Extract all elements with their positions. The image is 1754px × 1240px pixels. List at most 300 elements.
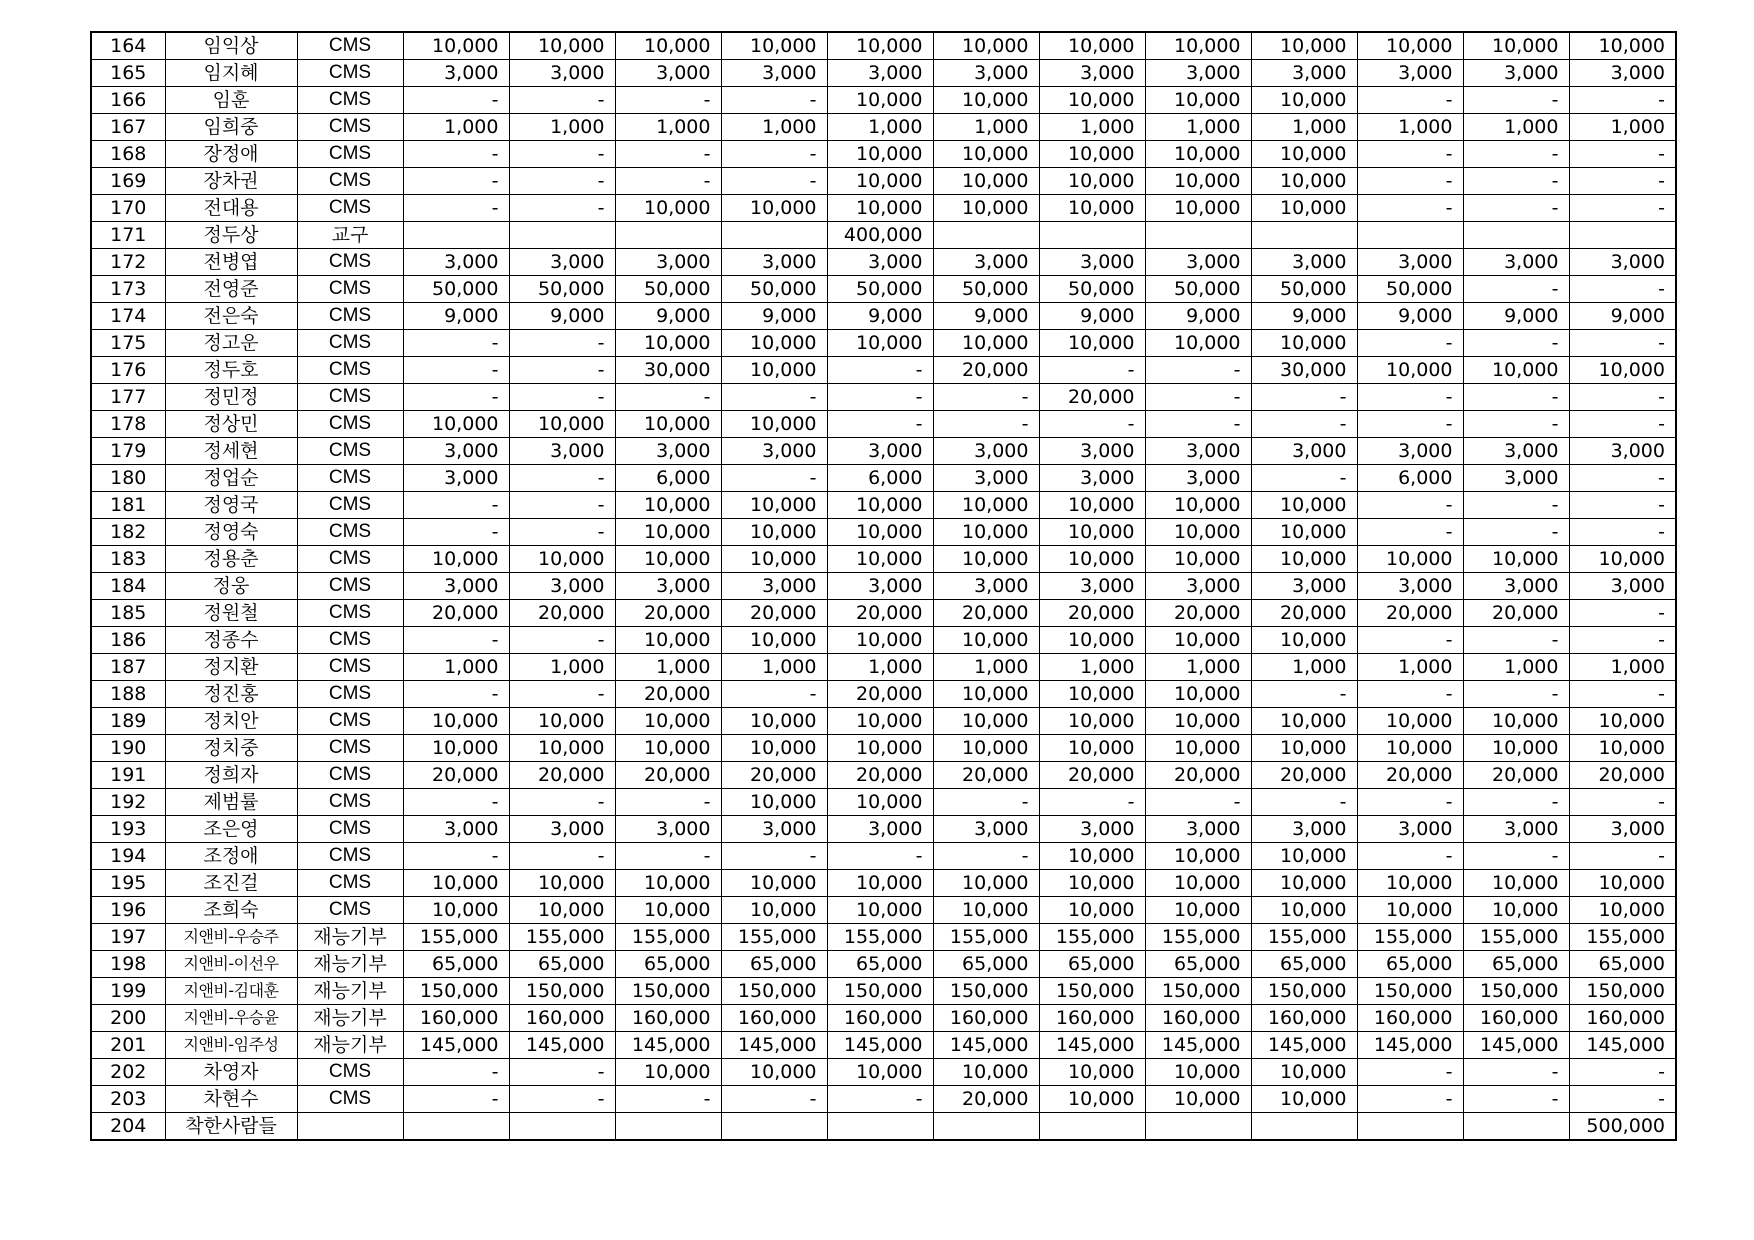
monthly-amount-cell: 10,000: [827, 1059, 933, 1086]
monthly-amount-cell: 10,000: [1039, 492, 1145, 519]
row-number-cell: 185: [91, 600, 165, 627]
monthly-amount-cell: 20,000: [933, 762, 1039, 789]
monthly-amount-cell: -: [1039, 357, 1145, 384]
monthly-amount-cell: 1,000: [403, 654, 509, 681]
monthly-amount-cell: 10,000: [1039, 681, 1145, 708]
monthly-amount-cell: 20,000: [1251, 762, 1357, 789]
donor-name-cell: 전영준: [165, 276, 297, 303]
monthly-amount-cell: [1145, 222, 1251, 249]
monthly-amount-cell: 20,000: [721, 600, 827, 627]
monthly-amount-cell: 1,000: [1251, 654, 1357, 681]
monthly-amount-cell: 10,000: [1145, 708, 1251, 735]
row-number-cell: 171: [91, 222, 165, 249]
table-row: [91, 438, 1676, 465]
monthly-amount-cell: 145,000: [933, 1032, 1039, 1059]
monthly-amount-cell: -: [1251, 411, 1357, 438]
table-row: [91, 843, 1676, 870]
row-number-cell: 193: [91, 816, 165, 843]
monthly-amount-cell: 10,000: [933, 897, 1039, 924]
payment-type-cell: CMS: [297, 492, 403, 519]
monthly-amount-cell: -: [1569, 681, 1676, 708]
monthly-amount-cell: 10,000: [403, 411, 509, 438]
monthly-amount-cell: -: [1569, 276, 1676, 303]
monthly-amount-cell: -: [721, 384, 827, 411]
monthly-amount-cell: 3,000: [615, 816, 721, 843]
table-row: [91, 87, 1676, 114]
monthly-amount-cell: -: [1463, 141, 1569, 168]
monthly-amount-cell: -: [1569, 789, 1676, 816]
donor-name-cell: 정치안: [165, 708, 297, 735]
monthly-amount-cell: 9,000: [403, 303, 509, 330]
monthly-amount-cell: 10,000: [933, 627, 1039, 654]
monthly-amount-cell: 10,000: [933, 195, 1039, 222]
monthly-amount-cell: 10,000: [509, 735, 615, 762]
donor-name-cell: 정민정: [165, 384, 297, 411]
monthly-amount-cell: 20,000: [1145, 762, 1251, 789]
monthly-amount-cell: 150,000: [1569, 978, 1676, 1005]
donor-name-cell: 조정애: [165, 843, 297, 870]
donor-name-cell: 정영숙: [165, 519, 297, 546]
monthly-amount-cell: 1,000: [1039, 114, 1145, 141]
monthly-amount-cell: [721, 1113, 827, 1141]
monthly-amount-cell: 10,000: [615, 708, 721, 735]
monthly-amount-cell: 10,000: [1569, 735, 1676, 762]
table-row: [91, 60, 1676, 87]
monthly-amount-cell: -: [1357, 384, 1463, 411]
donor-name-cell: 정희자: [165, 762, 297, 789]
monthly-amount-cell: 160,000: [403, 1005, 509, 1032]
monthly-amount-cell: 10,000: [827, 735, 933, 762]
donor-name-cell: 지앤비-우승주: [165, 924, 297, 951]
monthly-amount-cell: -: [615, 141, 721, 168]
monthly-amount-cell: 10,000: [933, 32, 1039, 60]
payment-type-cell: CMS: [297, 114, 403, 141]
monthly-amount-cell: 150,000: [827, 978, 933, 1005]
donor-name-cell: 조진걸: [165, 870, 297, 897]
payment-type-cell: CMS: [297, 600, 403, 627]
donor-name-cell: 정두상: [165, 222, 297, 249]
monthly-amount-cell: 10,000: [827, 870, 933, 897]
monthly-amount-cell: -: [509, 87, 615, 114]
monthly-amount-cell: 9,000: [1569, 303, 1676, 330]
monthly-amount-cell: 20,000: [933, 1086, 1039, 1113]
monthly-amount-cell: 20,000: [1251, 600, 1357, 627]
monthly-amount-cell: 10,000: [509, 897, 615, 924]
monthly-amount-cell: 155,000: [1039, 924, 1145, 951]
payment-type-cell: 재능기부: [297, 924, 403, 951]
row-number-cell: 168: [91, 141, 165, 168]
monthly-amount-cell: 10,000: [1145, 627, 1251, 654]
payment-type-cell: CMS: [297, 303, 403, 330]
monthly-amount-cell: 10,000: [1463, 870, 1569, 897]
monthly-amount-cell: 9,000: [827, 303, 933, 330]
monthly-amount-cell: 20,000: [615, 762, 721, 789]
monthly-amount-cell: 10,000: [403, 546, 509, 573]
monthly-amount-cell: 10,000: [827, 708, 933, 735]
monthly-amount-cell: 20,000: [403, 762, 509, 789]
monthly-amount-cell: 10,000: [615, 735, 721, 762]
monthly-amount-cell: 1,000: [933, 654, 1039, 681]
payment-type-cell: CMS: [297, 897, 403, 924]
monthly-amount-cell: 1,000: [1463, 654, 1569, 681]
monthly-amount-cell: -: [1251, 384, 1357, 411]
monthly-amount-cell: 6,000: [827, 465, 933, 492]
monthly-amount-cell: [615, 1113, 721, 1141]
monthly-amount-cell: 10,000: [1039, 330, 1145, 357]
monthly-amount-cell: -: [1569, 411, 1676, 438]
monthly-amount-cell: -: [509, 195, 615, 222]
monthly-amount-cell: 10,000: [1145, 492, 1251, 519]
monthly-amount-cell: 1,000: [1145, 114, 1251, 141]
monthly-amount-cell: 1,000: [1145, 654, 1251, 681]
monthly-amount-cell: [827, 1113, 933, 1141]
monthly-amount-cell: 10,000: [1463, 897, 1569, 924]
monthly-amount-cell: -: [403, 1059, 509, 1086]
monthly-amount-cell: 10,000: [1251, 1086, 1357, 1113]
monthly-amount-cell: 10,000: [1039, 168, 1145, 195]
table-row: [91, 978, 1676, 1005]
monthly-amount-cell: 50,000: [615, 276, 721, 303]
table-row: [91, 870, 1676, 897]
monthly-amount-cell: -: [1463, 1086, 1569, 1113]
monthly-amount-cell: 160,000: [1569, 1005, 1676, 1032]
monthly-amount-cell: -: [1463, 1059, 1569, 1086]
monthly-amount-cell: 160,000: [1145, 1005, 1251, 1032]
monthly-amount-cell: 1,000: [1569, 114, 1676, 141]
monthly-amount-cell: -: [1569, 141, 1676, 168]
monthly-amount-cell: 10,000: [721, 32, 827, 60]
monthly-amount-cell: -: [827, 357, 933, 384]
donor-name-cell: 정두호: [165, 357, 297, 384]
monthly-amount-cell: -: [1357, 492, 1463, 519]
monthly-amount-cell: 20,000: [721, 762, 827, 789]
monthly-amount-cell: 3,000: [1251, 816, 1357, 843]
monthly-amount-cell: -: [403, 627, 509, 654]
monthly-amount-cell: 3,000: [615, 573, 721, 600]
monthly-amount-cell: 155,000: [615, 924, 721, 951]
monthly-amount-cell: 10,000: [1039, 708, 1145, 735]
monthly-amount-cell: 10,000: [1463, 708, 1569, 735]
monthly-amount-cell: 3,000: [1251, 60, 1357, 87]
monthly-amount-cell: 160,000: [933, 1005, 1039, 1032]
monthly-amount-cell: 3,000: [1357, 249, 1463, 276]
monthly-amount-cell: -: [1569, 1086, 1676, 1113]
donor-name-cell: 장정애: [165, 141, 297, 168]
monthly-amount-cell: 10,000: [827, 195, 933, 222]
table-row: [91, 600, 1676, 627]
monthly-amount-cell: -: [1357, 141, 1463, 168]
monthly-amount-cell: 10,000: [933, 735, 1039, 762]
monthly-amount-cell: 20,000: [1039, 762, 1145, 789]
monthly-amount-cell: 3,000: [615, 60, 721, 87]
monthly-amount-cell: -: [1357, 87, 1463, 114]
monthly-amount-cell: -: [1357, 789, 1463, 816]
donor-name-cell: 임지혜: [165, 60, 297, 87]
monthly-amount-cell: 9,000: [615, 303, 721, 330]
donor-name-cell: 임훈: [165, 87, 297, 114]
monthly-amount-cell: -: [721, 168, 827, 195]
monthly-amount-cell: 3,000: [1463, 816, 1569, 843]
monthly-amount-cell: -: [933, 411, 1039, 438]
donor-name-cell: 착한사람들: [165, 1113, 297, 1141]
donor-name-cell: 조희숙: [165, 897, 297, 924]
monthly-amount-cell: 65,000: [1569, 951, 1676, 978]
monthly-amount-cell: 10,000: [1357, 735, 1463, 762]
monthly-amount-cell: 10,000: [1357, 708, 1463, 735]
row-number-cell: 170: [91, 195, 165, 222]
monthly-amount-cell: 10,000: [933, 168, 1039, 195]
table-row: [91, 411, 1676, 438]
monthly-amount-cell: 10,000: [1463, 32, 1569, 60]
monthly-amount-cell: -: [403, 195, 509, 222]
monthly-amount-cell: -: [1251, 465, 1357, 492]
monthly-amount-cell: -: [1569, 330, 1676, 357]
payment-type-cell: 재능기부: [297, 1032, 403, 1059]
monthly-amount-cell: 10,000: [615, 1059, 721, 1086]
monthly-amount-cell: 10,000: [933, 330, 1039, 357]
monthly-amount-cell: 20,000: [933, 600, 1039, 627]
monthly-amount-cell: -: [1039, 411, 1145, 438]
monthly-amount-cell: 10,000: [1357, 870, 1463, 897]
table-row: [91, 708, 1676, 735]
donor-name-cell: 지앤비-김대훈: [165, 978, 297, 1005]
monthly-amount-cell: 3,000: [933, 816, 1039, 843]
monthly-amount-cell: 65,000: [1357, 951, 1463, 978]
monthly-amount-cell: 155,000: [1251, 924, 1357, 951]
monthly-amount-cell: 10,000: [827, 492, 933, 519]
monthly-amount-cell: 3,000: [1463, 465, 1569, 492]
monthly-amount-cell: 20,000: [1039, 384, 1145, 411]
monthly-amount-cell: 10,000: [1569, 546, 1676, 573]
monthly-amount-cell: -: [1569, 1059, 1676, 1086]
monthly-amount-cell: 3,000: [933, 465, 1039, 492]
monthly-amount-cell: [509, 1113, 615, 1141]
monthly-amount-cell: -: [615, 87, 721, 114]
monthly-amount-cell: 10,000: [615, 32, 721, 60]
monthly-amount-cell: 3,000: [1569, 438, 1676, 465]
monthly-amount-cell: 10,000: [1039, 141, 1145, 168]
monthly-amount-cell: 10,000: [1039, 32, 1145, 60]
monthly-amount-cell: 3,000: [403, 465, 509, 492]
donor-name-cell: 정원철: [165, 600, 297, 627]
monthly-amount-cell: 10,000: [1251, 627, 1357, 654]
monthly-amount-cell: -: [721, 141, 827, 168]
monthly-amount-cell: -: [1251, 681, 1357, 708]
monthly-amount-cell: 3,000: [403, 60, 509, 87]
monthly-amount-cell: 1,000: [721, 654, 827, 681]
monthly-amount-cell: 10,000: [1251, 708, 1357, 735]
monthly-amount-cell: 10,000: [1039, 735, 1145, 762]
donor-name-cell: 정영국: [165, 492, 297, 519]
monthly-amount-cell: 3,000: [1145, 60, 1251, 87]
monthly-amount-cell: 150,000: [403, 978, 509, 1005]
donor-name-cell: 정진홍: [165, 681, 297, 708]
monthly-amount-cell: 3,000: [509, 438, 615, 465]
monthly-amount-cell: 10,000: [1039, 195, 1145, 222]
payment-type-cell: CMS: [297, 87, 403, 114]
monthly-amount-cell: -: [509, 465, 615, 492]
monthly-amount-cell: -: [1463, 195, 1569, 222]
monthly-amount-cell: 10,000: [1251, 87, 1357, 114]
monthly-amount-cell: 10,000: [615, 627, 721, 654]
donor-name-cell: 임희중: [165, 114, 297, 141]
row-number-cell: 197: [91, 924, 165, 951]
monthly-amount-cell: 10,000: [1463, 546, 1569, 573]
monthly-amount-cell: 1,000: [1357, 114, 1463, 141]
monthly-amount-cell: 50,000: [827, 276, 933, 303]
monthly-amount-cell: 3,000: [509, 816, 615, 843]
monthly-amount-cell: 10,000: [1569, 357, 1676, 384]
monthly-amount-cell: -: [509, 1086, 615, 1113]
row-number-cell: 195: [91, 870, 165, 897]
monthly-amount-cell: 3,000: [721, 816, 827, 843]
monthly-amount-cell: -: [403, 141, 509, 168]
monthly-amount-cell: -: [509, 492, 615, 519]
monthly-amount-cell: 3,000: [933, 438, 1039, 465]
monthly-amount-cell: -: [509, 357, 615, 384]
monthly-amount-cell: 10,000: [615, 546, 721, 573]
monthly-amount-cell: 10,000: [827, 32, 933, 60]
payment-type-cell: CMS: [297, 195, 403, 222]
monthly-amount-cell: 20,000: [403, 600, 509, 627]
table-row: [91, 1113, 1676, 1141]
monthly-amount-cell: -: [933, 843, 1039, 870]
table-row: [91, 1086, 1676, 1113]
monthly-amount-cell: [1039, 222, 1145, 249]
monthly-amount-cell: 3,000: [1145, 438, 1251, 465]
monthly-amount-cell: 20,000: [827, 681, 933, 708]
monthly-amount-cell: -: [509, 789, 615, 816]
monthly-amount-cell: -: [1463, 843, 1569, 870]
monthly-amount-cell: 10,000: [721, 357, 827, 384]
payment-type-cell: CMS: [297, 870, 403, 897]
row-number-cell: 182: [91, 519, 165, 546]
monthly-amount-cell: 10,000: [1251, 1059, 1357, 1086]
payment-type-cell: CMS: [297, 276, 403, 303]
monthly-amount-cell: 10,000: [1039, 1059, 1145, 1086]
monthly-amount-cell: 3,000: [509, 573, 615, 600]
payment-type-cell: CMS: [297, 141, 403, 168]
monthly-amount-cell: -: [1463, 168, 1569, 195]
monthly-amount-cell: 155,000: [721, 924, 827, 951]
monthly-amount-cell: 50,000: [1039, 276, 1145, 303]
row-number-cell: 181: [91, 492, 165, 519]
monthly-amount-cell: -: [509, 330, 615, 357]
monthly-amount-cell: 155,000: [509, 924, 615, 951]
monthly-amount-cell: -: [1569, 384, 1676, 411]
row-number-cell: 204: [91, 1113, 165, 1141]
table-row: [91, 32, 1676, 60]
monthly-amount-cell: 160,000: [615, 1005, 721, 1032]
monthly-amount-cell: 10,000: [1251, 519, 1357, 546]
row-number-cell: 174: [91, 303, 165, 330]
monthly-amount-cell: 1,000: [403, 114, 509, 141]
table-row: [91, 384, 1676, 411]
monthly-amount-cell: -: [1463, 87, 1569, 114]
payment-type-cell: CMS: [297, 573, 403, 600]
table-row: [91, 276, 1676, 303]
monthly-amount-cell: 10,000: [1145, 1086, 1251, 1113]
monthly-amount-cell: -: [1463, 330, 1569, 357]
monthly-amount-cell: 10,000: [1145, 87, 1251, 114]
monthly-amount-cell: -: [1357, 330, 1463, 357]
monthly-amount-cell: 155,000: [403, 924, 509, 951]
monthly-amount-cell: 10,000: [1251, 492, 1357, 519]
monthly-amount-cell: 10,000: [1357, 32, 1463, 60]
table-row: [91, 762, 1676, 789]
payment-type-cell: CMS: [297, 357, 403, 384]
monthly-amount-cell: 1,000: [1251, 114, 1357, 141]
monthly-amount-cell: 3,000: [1251, 573, 1357, 600]
monthly-amount-cell: 150,000: [509, 978, 615, 1005]
donor-name-cell: 지앤비-이선우: [165, 951, 297, 978]
row-number-cell: 189: [91, 708, 165, 735]
monthly-amount-cell: -: [509, 627, 615, 654]
monthly-amount-cell: -: [1145, 411, 1251, 438]
monthly-amount-cell: 10,000: [721, 330, 827, 357]
monthly-amount-cell: [933, 1113, 1039, 1141]
monthly-amount-cell: 160,000: [509, 1005, 615, 1032]
monthly-amount-cell: 10,000: [1039, 627, 1145, 654]
payment-type-cell: CMS: [297, 816, 403, 843]
row-number-cell: 179: [91, 438, 165, 465]
monthly-amount-cell: 145,000: [1145, 1032, 1251, 1059]
monthly-amount-cell: 3,000: [1463, 60, 1569, 87]
monthly-amount-cell: 145,000: [721, 1032, 827, 1059]
monthly-amount-cell: 3,000: [721, 249, 827, 276]
monthly-amount-cell: [1039, 1113, 1145, 1141]
monthly-amount-cell: 160,000: [827, 1005, 933, 1032]
monthly-amount-cell: 10,000: [1145, 735, 1251, 762]
monthly-amount-cell: 10,000: [721, 546, 827, 573]
monthly-amount-cell: -: [827, 843, 933, 870]
donor-name-cell: 차현수: [165, 1086, 297, 1113]
monthly-amount-cell: -: [403, 681, 509, 708]
monthly-amount-cell: 10,000: [721, 195, 827, 222]
monthly-amount-cell: 3,000: [403, 816, 509, 843]
monthly-amount-cell: -: [403, 492, 509, 519]
monthly-amount-cell: 10,000: [1039, 843, 1145, 870]
monthly-amount-cell: 1,000: [509, 654, 615, 681]
monthly-amount-cell: 10,000: [1251, 843, 1357, 870]
table-row: [91, 681, 1676, 708]
monthly-amount-cell: 10,000: [615, 519, 721, 546]
monthly-amount-cell: 10,000: [933, 708, 1039, 735]
monthly-amount-cell: [1569, 222, 1676, 249]
monthly-amount-cell: 3,000: [933, 60, 1039, 87]
monthly-amount-cell: 1,000: [933, 114, 1039, 141]
monthly-amount-cell: -: [1463, 384, 1569, 411]
monthly-amount-cell: 1,000: [827, 654, 933, 681]
table-row: [91, 951, 1676, 978]
monthly-amount-cell: 3,000: [933, 573, 1039, 600]
monthly-amount-cell: -: [827, 411, 933, 438]
monthly-amount-cell: 145,000: [1357, 1032, 1463, 1059]
monthly-amount-cell: -: [1357, 519, 1463, 546]
monthly-amount-cell: 9,000: [509, 303, 615, 330]
donor-name-cell: 전대용: [165, 195, 297, 222]
monthly-amount-cell: 65,000: [827, 951, 933, 978]
monthly-amount-cell: 10,000: [721, 411, 827, 438]
monthly-amount-cell: 10,000: [1039, 870, 1145, 897]
monthly-amount-cell: 160,000: [1039, 1005, 1145, 1032]
monthly-amount-cell: 20,000: [615, 600, 721, 627]
monthly-amount-cell: 3,000: [403, 573, 509, 600]
row-number-cell: 202: [91, 1059, 165, 1086]
monthly-amount-cell: 1,000: [1463, 114, 1569, 141]
monthly-amount-cell: 10,000: [721, 1059, 827, 1086]
monthly-amount-cell: 10,000: [827, 141, 933, 168]
